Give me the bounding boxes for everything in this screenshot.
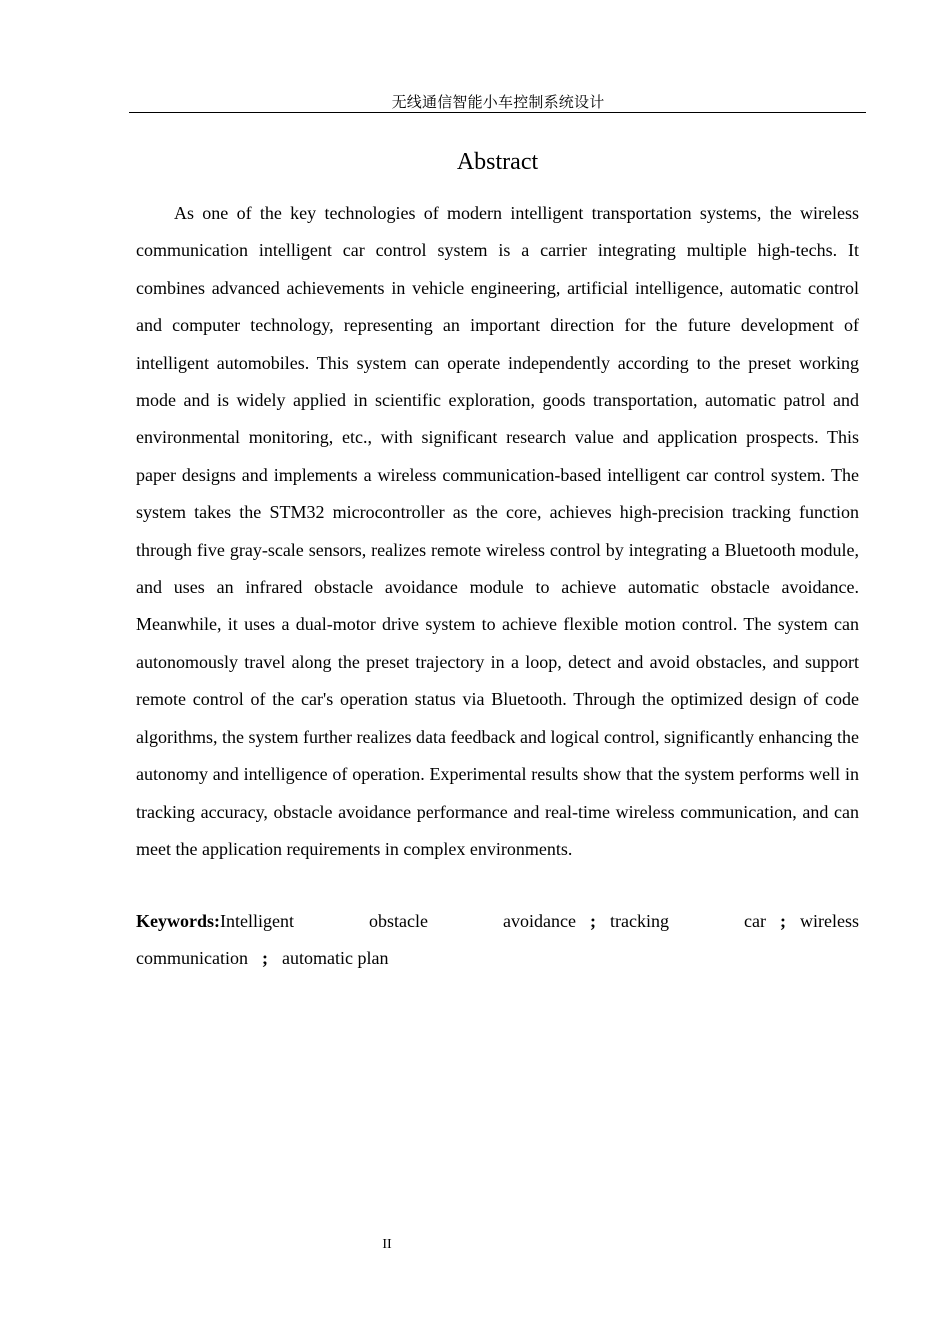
keywords-paragraph [136, 903, 859, 978]
keyword-item: automatic plan [281, 948, 389, 969]
keyword-separator: ; [261, 948, 268, 969]
keyword-separator: ; [590, 911, 597, 931]
keyword-item: tracking car [610, 911, 767, 931]
abstract-title: Abstract [456, 149, 539, 175]
abstract-body: As one of the key technologies of modern intelligent transportation systems, the wireless communication intelligent car control system is a carrier integrating multiple high-techs. It combines advanced achievements in vehicle engineering, artificial intelligence, automatic control and computer technology, representing an important direction for the future development of intelligent automobiles. This system can operate independently according to the preset working mode and is widely applied in scientific exploration, goods transportation, automatic patrol and environmental monitoring, etc., with significant research value and application prospects. This paper designs and implements a wireless communication-based intelligent car control system. The system takes the STM32 microcontroller as the core, achieves high-precision tracking function through five gray-scale sensors, realizes remote wireless control by integrating a Bluetooth module, and uses an infrared obstacle avoidance module to achieve automatic obstacle avoidance. Meanwhile, it uses a dual-motor drive system to achieve flexible motion control. The system can autonomously travel along the preset trajectory in a loop, detect and avoid obstacles, and support remote control of the car's operation status via Bluetooth. Through the optimized design of code algorithms, the system further realizes data feedback and logical control, significantly enhancing the autonomy and intelligence of operation. Experimental results show that the system performs well in tracking accuracy, obstacle avoidance performance and real-time wireless communication, and can meet the application requirements in complex environments. [136, 203, 859, 859]
page-number: II [382, 1237, 392, 1252]
running-header-title: 无线通信智能小车控制系统设计 [391, 93, 605, 111]
keyword-item: Intelligent obstacle avoidance [220, 911, 577, 931]
keyword-item: wireless communication [136, 911, 859, 969]
header-rule [129, 112, 866, 113]
keyword-separator: ; [780, 911, 787, 931]
keywords-label: Keywords: [136, 911, 220, 931]
